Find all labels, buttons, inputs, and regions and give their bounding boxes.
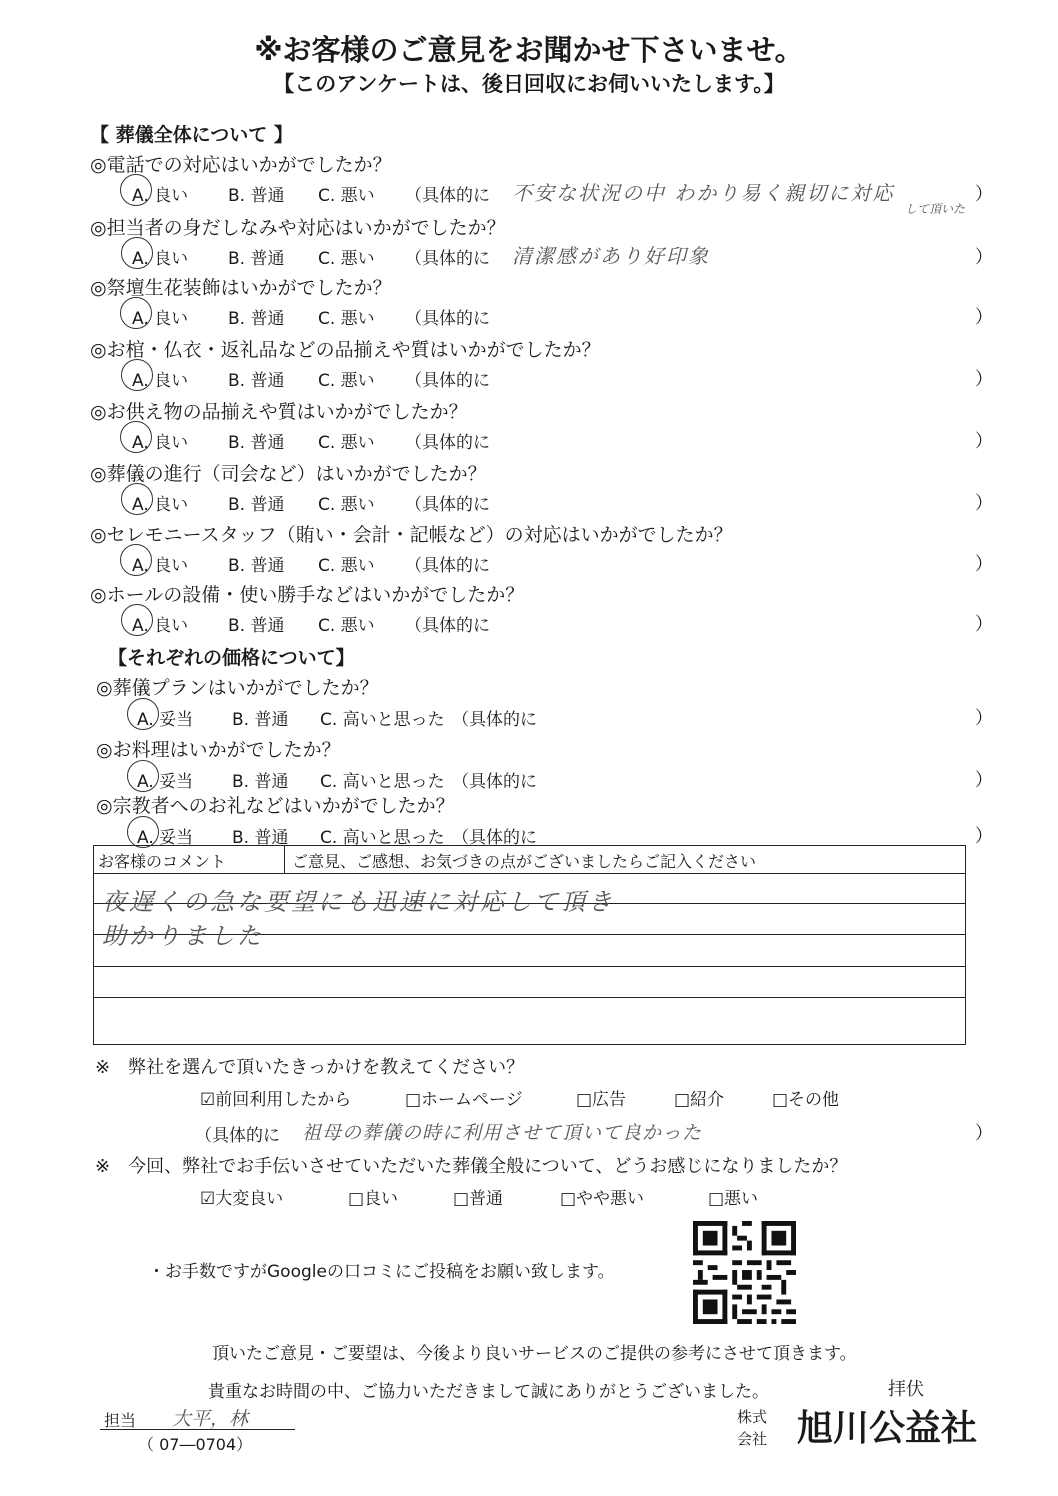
impression-option-bad[interactable]: □悪い [708,1189,759,1209]
staff-code: （ 07―0704） [138,1435,253,1454]
reason-option-other[interactable]: □その他 [772,1090,840,1110]
reason-option-referral[interactable]: □紹介 [674,1090,725,1110]
question-8: ◎ホールの設備・使い勝手などはいかがでしたか？ [90,584,525,606]
comment-2[interactable]: 清潔感があり好印象 [512,244,710,268]
price-detail-close-2: ） [975,770,993,791]
reason-close: ） [975,1123,993,1144]
option-a-good-8[interactable]: A. 良い [132,616,189,636]
impression-option-normal[interactable]: □普通 [453,1189,504,1209]
price-detail-label-2: （具体的に [452,772,537,792]
impression-option-good[interactable]: □良い [348,1189,399,1209]
comment-1[interactable]: 不安な状況の中 わかり易く親切に対応 [512,181,895,205]
comment-1-continued[interactable]: して頂いた [905,202,966,216]
question-4: ◎お棺・仏衣・返礼品などの品揃えや質はいかがでしたか？ [90,339,601,361]
option-c-bad-1[interactable]: C. 悪い [318,186,375,206]
option-c-bad-2[interactable]: C. 悪い [318,249,375,269]
detail-close-1: ） [975,184,993,205]
impression-question: ※ 今回、弊社でお手伝いさせていただいた葬儀全般について、どうお感じになりましたか？ [95,1156,848,1177]
option-c-bad-3[interactable]: C. 悪い [318,309,375,329]
question-3: ◎祭壇生花装飾はいかがでしたか？ [90,277,392,299]
option-b-normal-1[interactable]: B. 普通 [228,186,285,206]
detail-close-6: ） [975,493,993,514]
detail-label-2: （具体的に [405,249,490,269]
option-c-bad-8[interactable]: C. 悪い [318,616,375,636]
option-a-good-5[interactable]: A. 良い [132,433,189,453]
closing-line-1: 頂いたご意見・ご要望は、今後より良いサービスのご提供の参考にさせて頂きます。 [212,1344,857,1364]
company-kaisha: 会社 [737,1430,768,1448]
price-option-b-normal-1[interactable]: B. 普通 [232,710,289,730]
price-question-1: ◎葬儀プランはいかがでしたか？ [96,677,379,699]
reason-detail-text[interactable]: 祖母の葬儀の時に利用させて頂いて良かった [302,1122,703,1144]
price-option-c-high-1[interactable]: C. 高いと思った [320,710,445,730]
price-option-c-high-3[interactable]: C. 高いと思った [320,828,445,848]
detail-close-8: ） [975,614,993,635]
option-c-bad-6[interactable]: C. 悪い [318,495,375,515]
price-question-3: ◎宗教者へのお礼などはいかがでしたか？ [96,795,455,817]
option-b-normal-4[interactable]: B. 普通 [228,371,285,391]
price-detail-close-3: ） [975,826,993,847]
price-option-b-normal-2[interactable]: B. 普通 [232,772,289,792]
option-b-normal-7[interactable]: B. 普通 [228,556,285,576]
option-b-normal-3[interactable]: B. 普通 [228,309,285,329]
price-detail-label-1: （具体的に [452,710,537,730]
comment-line-1[interactable]: 夜遅くの急な要望にも迅速に対応して頂き [102,888,615,916]
option-b-normal-5[interactable]: B. 普通 [228,433,285,453]
price-option-a-fair-2[interactable]: A. 妥当 [137,772,194,792]
comment-label: お客様のコメント [98,852,227,871]
detail-label-5: （具体的に [405,433,490,453]
option-b-normal-6[interactable]: B. 普通 [228,495,285,515]
price-detail-close-1: ） [975,708,993,729]
staff-label: 担当 [104,1411,137,1430]
page-subtitle: 【このアンケートは、後日回収にお伺いいたします。】 [273,72,785,96]
company-kabushiki: 株式 [737,1408,768,1426]
question-2: ◎担当者の身だしなみや対応はいかがでしたか？ [90,217,506,239]
reason-question: ※ 弊社を選んで頂いたきっかけを教えてください？ [95,1057,525,1078]
detail-label-8: （具体的に [405,616,490,636]
staff-underline [100,1429,295,1430]
section-price: 【それぞれの価格について】 [108,647,355,669]
price-option-a-fair-1[interactable]: A. 妥当 [137,710,194,730]
impression-option-slightly-bad[interactable]: □やや悪い [560,1189,645,1209]
question-5: ◎お供え物の品揃えや質はいかがでしたか？ [90,401,468,423]
option-a-good-3[interactable]: A. 良い [132,309,189,329]
reason-option-homepage[interactable]: □ホームページ [405,1090,523,1110]
detail-close-2: ） [975,247,993,268]
option-b-normal-8[interactable]: B. 普通 [228,616,285,636]
option-a-good-4[interactable]: A. 良い [132,371,189,391]
comment-line-2[interactable]: 助かりました [102,922,264,950]
option-a-good-2[interactable]: A. 良い [132,249,189,269]
reason-option-ad[interactable]: □広告 [576,1090,627,1110]
reason-option-previous[interactable]: ☑前回利用したから [200,1090,352,1110]
closing-line-2: 貴重なお時間の中、ご協力いただきまして誠にありがとうございました。 [208,1382,769,1402]
detail-close-3: ） [975,307,993,328]
section-overall: 【 葬儀全体について 】 [90,124,293,146]
google-review-note: ・お手数ですがGoogleの口コミにご投稿をお願い致します。 [148,1262,615,1282]
question-6: ◎葬儀の進行（司会など）はいかがでしたか？ [90,463,487,485]
page-title: ※お客様のご意見をお聞かせ下さいませ。 [254,33,804,67]
option-c-bad-4[interactable]: C. 悪い [318,371,375,391]
question-1: ◎電話での対応はいかがでしたか？ [90,154,392,176]
detail-close-7: ） [975,554,993,575]
comment-prompt: ご意見、ご感想、お気づきの点がございましたらご記入ください [292,852,757,871]
comment-box [93,845,966,1045]
detail-close-4: ） [975,369,993,390]
detail-label-4: （具体的に [405,371,490,391]
detail-label-1: （具体的に [405,186,490,206]
price-option-a-fair-3[interactable]: A. 妥当 [137,828,194,848]
reason-detail-label: （具体的に [195,1126,280,1146]
impression-option-very-good[interactable]: ☑大変良い [200,1189,284,1209]
company-name: 旭川公益社 [797,1407,978,1449]
price-detail-label-3: （具体的に [452,828,537,848]
detail-label-7: （具体的に [405,556,490,576]
detail-label-6: （具体的に [405,495,490,515]
option-a-good-6[interactable]: A. 良い [132,495,189,515]
price-question-2: ◎お料理はいかがでしたか？ [96,739,341,761]
haifuku-text: 拝伏 [888,1379,924,1400]
price-option-b-normal-3[interactable]: B. 普通 [232,828,289,848]
option-c-bad-7[interactable]: C. 悪い [318,556,375,576]
detail-label-3: （具体的に [405,309,490,329]
option-a-good-7[interactable]: A. 良い [132,556,189,576]
option-b-normal-2[interactable]: B. 普通 [228,249,285,269]
price-option-c-high-2[interactable]: C. 高いと思った [320,772,445,792]
question-7: ◎セレモニースタッフ（賄い・会計・記帳など）の対応はいかがでしたか？ [90,524,733,546]
option-a-good-1[interactable]: A. 良い [132,186,189,206]
option-c-bad-5[interactable]: C. 悪い [318,433,375,453]
detail-close-5: ） [975,431,993,452]
staff-name[interactable]: 大平，林 [172,1408,249,1430]
qr-code-icon[interactable] [693,1221,796,1324]
